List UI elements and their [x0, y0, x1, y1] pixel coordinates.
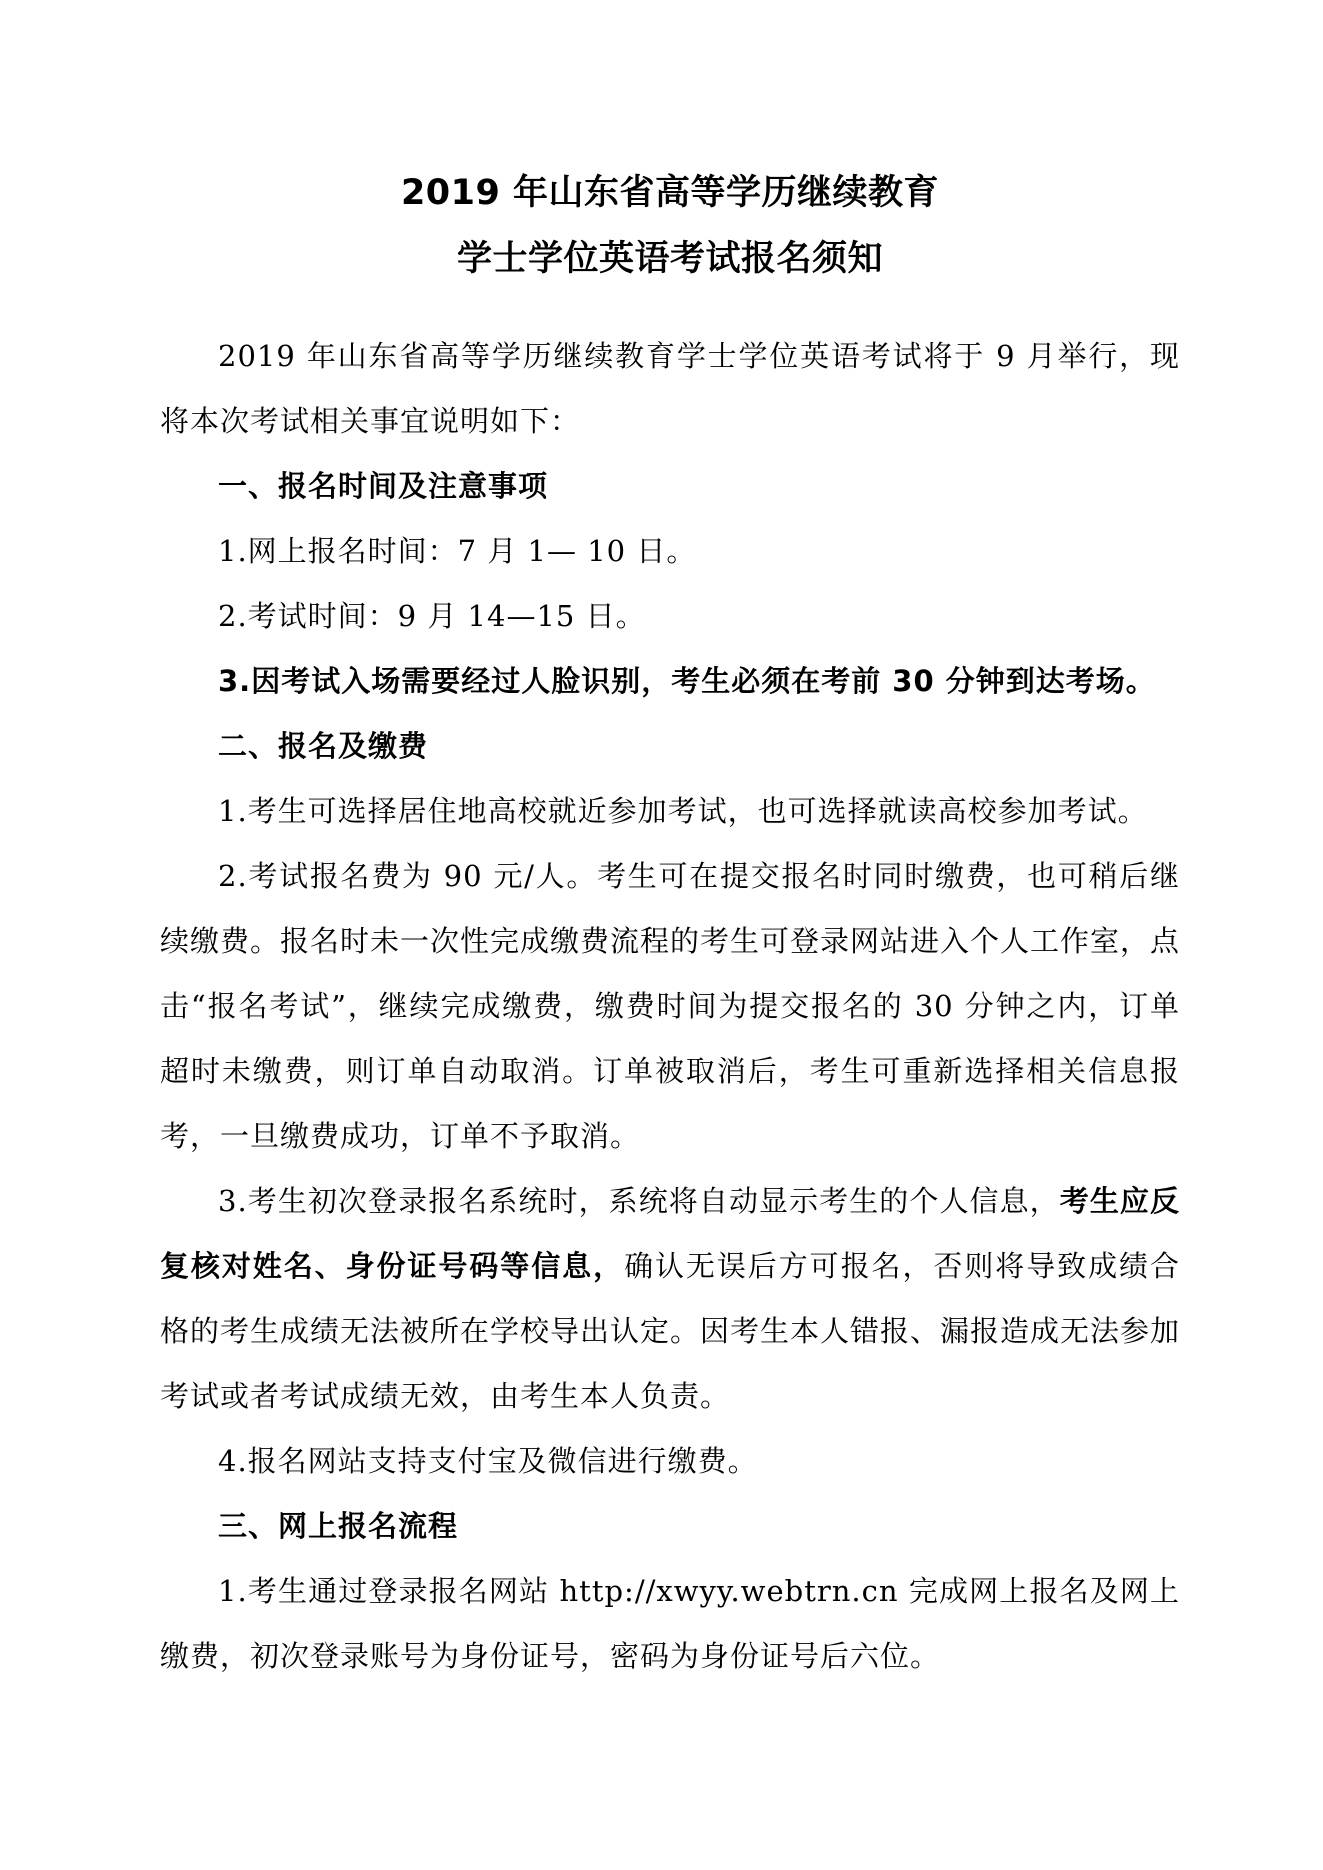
intro-paragraph: 2019 年山东省高等学历继续教育学士学位英语考试将于 9 月举行，现将本次考试相关事宜说明如下：	[160, 339, 1180, 438]
section1-item3: 3.因考试入场需要经过人脸识别，考生必须在考前 30 分钟到达考场。	[218, 664, 1156, 698]
section2-item3-part2: 确认无误后方可报名，否则将导致成绩合格的考生成绩无法被所在学校导出认定。因考生本人错报、漏报造成无法参加考试或者考试成绩无效，由考生本人负责。	[160, 1249, 1181, 1413]
section2-item3-bold: 考生应反复核对姓名、身份证号码等信息，	[160, 1184, 1180, 1283]
section2-item4: 4.报名网站支持支付宝及微信进行缴费。	[218, 1444, 758, 1478]
section1-heading: 一、报名时间及注意事项	[218, 469, 549, 503]
section1-item2: 2.考试时间：9 月 14—15 日。	[218, 599, 646, 633]
section1-item1: 1.网上报名时间：7 月 1— 10 日。	[218, 534, 697, 568]
section2-item1: 1.考生可选择居住地高校就近参加考试，也可选择就读高校参加考试。	[218, 794, 1148, 828]
section2-item3	[160, 1169, 1180, 1429]
section2-heading: 二、报名及缴费	[218, 729, 429, 763]
notice-document	[160, 160, 1180, 1689]
section2-item3-part1: 3.考生初次登录报名系统时，系统将自动显示考生的个人信息，	[218, 1184, 1060, 1218]
section2-item2: 2.考试报名费为 90 元/人。考生可在提交报名时同时缴费，也可稍后继续缴费。报名时未一次性完成缴费流程的考生可登录网站进入个人工作室，点击“报名考试”，继续完成缴费，缴费时间为提交报名的 30 分钟之内，订单超时未缴费，则订单自动取消。订单被取消后，考生可重新选择相关信息报考，一旦缴费成功，订单不予取消。	[160, 859, 1181, 1153]
section3-item1: 1.考生通过登录报名网站 http://xwyy.webtrn.cn 完成网上报名及网上缴费，初次登录账号为身份证号，密码为身份证号后六位。	[160, 1574, 1180, 1673]
section3-heading: 三、网上报名流程	[218, 1509, 459, 1543]
document-title-line1: 2019 年山东省高等学历继续教育	[400, 173, 940, 213]
document-title-line2: 学士学位英语考试报名须知	[456, 239, 883, 279]
